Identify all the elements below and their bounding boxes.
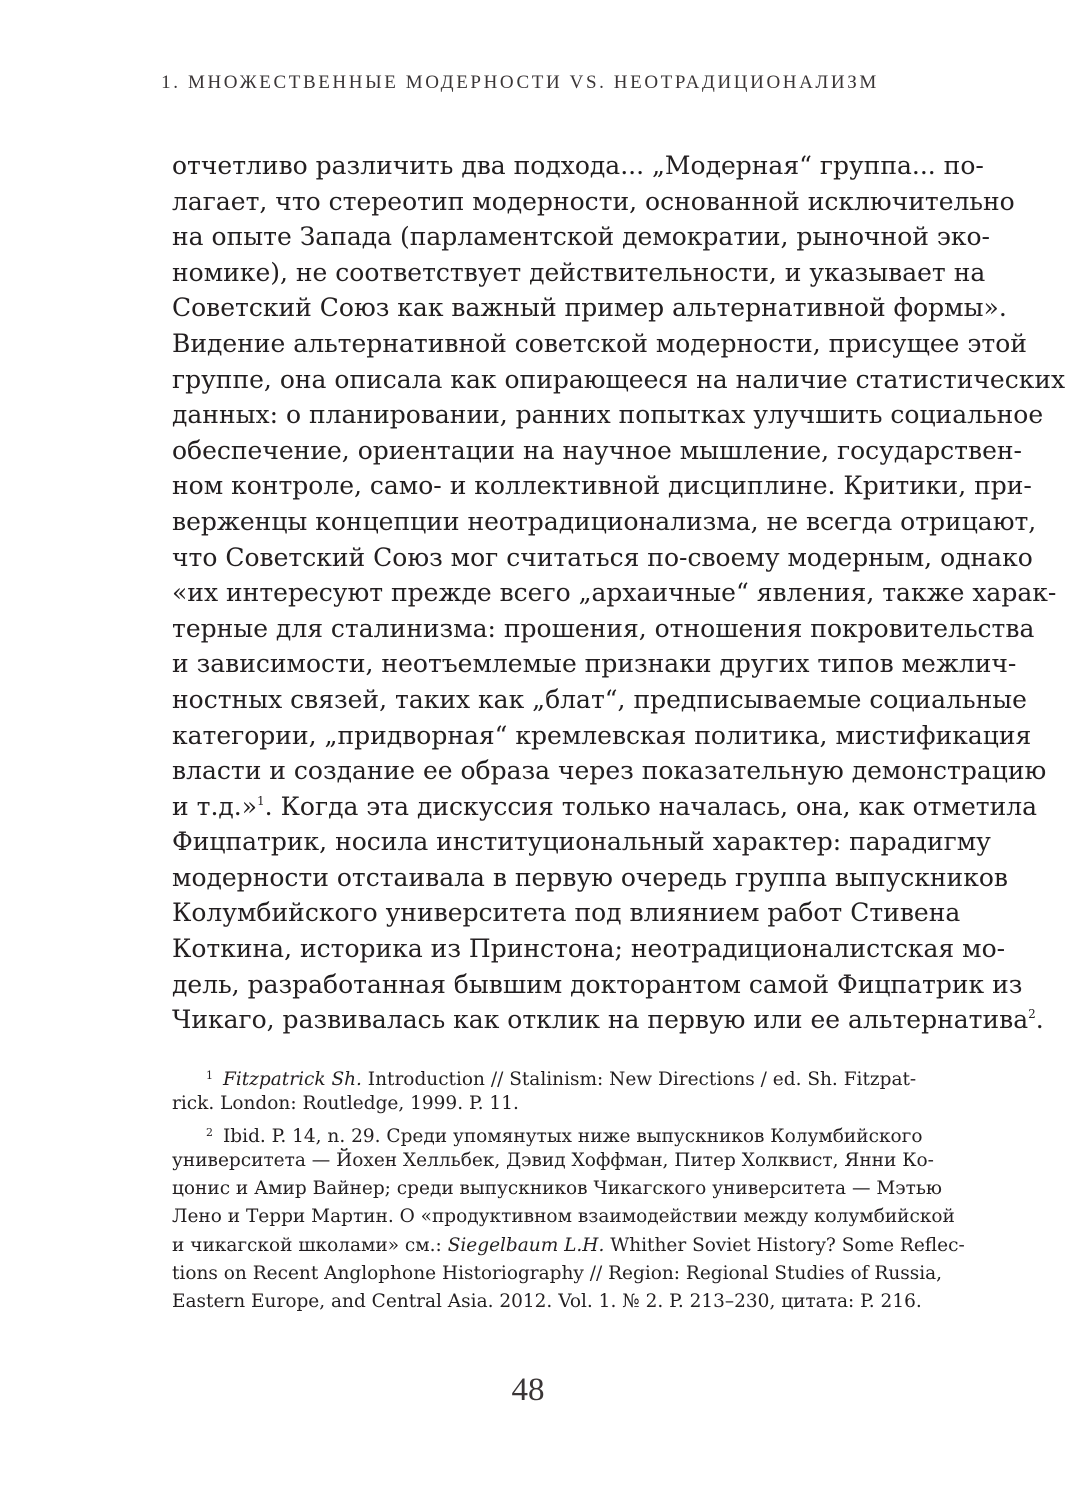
body-line: модерности отстаивала в первую очередь группа выпускников [172, 862, 1008, 892]
body-line: лагает, что стереотип модерности, основанной исключительно [172, 186, 1015, 216]
body-text: Чикаго, развивалась как отклик на первую или ее альтернатива [172, 1005, 1029, 1035]
footnote-2-author: Siegelbaum L.H. [447, 1234, 605, 1256]
footnote-1-author: Fitzpatrick Sh. [223, 1069, 362, 1090]
running-head-text: 1. МНОЖЕСТВЕННЫЕ МОДЕРНОСТИ VS. НЕОТРАДИЦИОНАЛИЗМ [161, 72, 879, 93]
footnote-2-line: tions on Recent Anglophone Historiography // Region: Regional Studies of Russia, [172, 1263, 943, 1285]
body-line: ном контроле, само- и коллективной дисциплине. Критики, при- [172, 471, 1032, 501]
footnote-text: Introduction // Stalinism: New Directions / ed. Sh. Fitzpat- [361, 1069, 917, 1090]
body-line: номике), не соответствует действительности, и указывает на [172, 257, 986, 287]
body-line: «их интересуют прежде всего „архаичные“ явления, также харак- [172, 578, 1057, 608]
body-line: Колумбийского университета под влиянием работ Стивена [172, 898, 961, 928]
body-line: группе, она описала как опирающееся на наличие статистических [172, 364, 1065, 394]
footnote-ref-1: 1 [257, 793, 265, 808]
footnote-2-mark: 2 [206, 1125, 213, 1139]
body-line: и зависимости, неотъемлемые признаки других типов межлич- [172, 649, 1017, 679]
footnote-2-line: Лено и Терри Мартин. О «продуктивном взаимодействии между колумбийской [172, 1206, 955, 1228]
footnote-2-line: университета — Йохен Хелльбек, Дэвид Хоффман, Питер Холквист, Янни Ко- [172, 1149, 934, 1171]
body-line: Фицпатрик, носила институциональный характер: парадигму [172, 827, 991, 857]
body-text: . [1035, 1005, 1044, 1035]
body-text: . Когда эта дискуссия только началась, она, как отметила [264, 791, 1038, 821]
page-number: 48 [511, 1372, 545, 1408]
body-line-footnote-ref-1 [172, 789, 1038, 825]
footnote-text: Ibid. P. 14, n. 29. Среди упомянутых ниже выпускников Колумбийского [223, 1125, 923, 1147]
body-line: на опыте Запада (парламентской демократии, рыночной эко- [172, 222, 990, 252]
footnote-text: Whither Soviet History? Some Reflec- [604, 1234, 965, 1256]
body-line: Коткина, историка из Принстона; неотрадиционалистская мо- [172, 934, 1006, 964]
footnote-1-line [172, 1062, 917, 1090]
body-line: данных: о планировании, ранних попытках улучшить социальное [172, 400, 1044, 430]
body-line: верженцы концепции неотрадиционализма, не всегда отрицают, [172, 506, 1037, 536]
body-line: терные для сталинизма: прошения, отношения покровительства [172, 613, 1035, 643]
body-line: отчетливо различить два подхода... „Модерная“ группа... по- [172, 151, 984, 180]
footnote-2-line: Eastern Europe, and Central Asia. 2012. Vol. 1. № 2. P. 213–230, цитата: P. 216. [172, 1291, 922, 1313]
footnote-2-line: цонис и Амир Вайнер; среди выпускников Чикагского университета — Мэтью [172, 1178, 943, 1200]
body-line: обеспечение, ориентации на научное мышление, государствен- [172, 435, 1022, 465]
running-head [0, 72, 1000, 94]
footnote-2-line [172, 1232, 965, 1260]
main-text [172, 148, 1065, 1038]
body-line: категории, „придворная“ кремлевская политика, мистификация [172, 720, 1032, 750]
footnote-1-line: rick. London: Routledge, 1999. P. 11. [172, 1093, 519, 1115]
body-line: что Советский Союз мог считаться по-своему модерным, однако [172, 542, 1033, 572]
body-line: дель, разработанная бывшим докторантом самой Фицпатрик из [172, 969, 1023, 999]
body-text: и т.д.» [172, 791, 258, 821]
body-line: Видение альтернативной советской модерности, присущее этой [172, 328, 1027, 358]
footnote-text: и чикагской школами» см.: [172, 1234, 448, 1256]
footnotes [172, 1062, 965, 1317]
body-line: Советский Союз как важный пример альтернативной формы». [172, 293, 1007, 323]
footnote-1-mark: 1 [206, 1069, 213, 1082]
body-line-footnote-ref-2 [172, 1002, 1044, 1038]
body-line: ностных связей, таких как „блат“, предписываемые социальные [172, 684, 1027, 714]
body-line: власти и создание ее образа через показательную демонстрацию [172, 756, 1047, 786]
footnote-ref-2: 2 [1028, 1007, 1036, 1022]
footnote-2-line [172, 1119, 923, 1147]
